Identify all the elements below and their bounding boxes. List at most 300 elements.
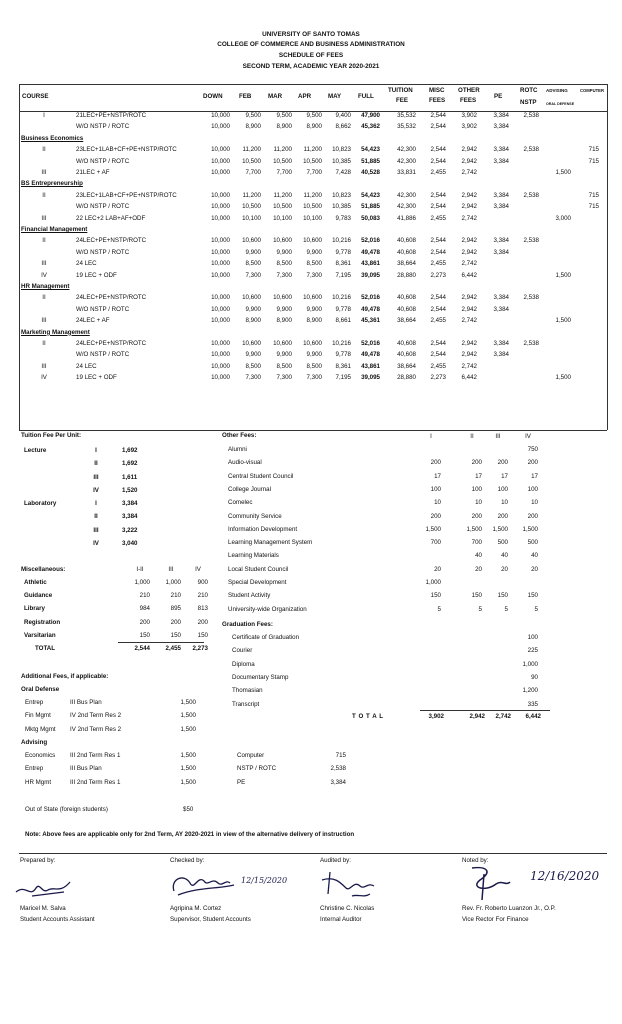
other-fee-value: 200: [471, 512, 482, 520]
row-mar: 11,200: [273, 191, 292, 199]
row-feb: 9,900: [245, 248, 261, 256]
row-feb: 11,200: [242, 146, 261, 154]
other-fee-value: 20: [531, 565, 538, 573]
graduation-fee-label: Transcript: [232, 700, 260, 708]
col-feb: FEB: [239, 93, 252, 100]
row-may: 8,361: [335, 260, 351, 268]
col-misc-fees: FEES: [429, 97, 446, 104]
row-misc: 2,544: [430, 305, 446, 313]
row-may: 8,662: [335, 123, 351, 131]
row-mar: 11,200: [273, 146, 292, 154]
other-fee-value: 1,500: [522, 525, 538, 533]
col-advising: ADVISING: [546, 88, 568, 93]
other-total-rule: [420, 710, 550, 711]
row-other: 2,942: [461, 248, 477, 256]
row-feb: 8,900: [245, 123, 261, 131]
misc-label: Varsitarian: [24, 631, 56, 639]
misc-value: 813: [197, 605, 208, 613]
row-rotc: 2,538: [523, 112, 539, 119]
other-fee-value: 200: [430, 459, 441, 467]
row-misc: 2,273: [430, 374, 446, 382]
row-misc: 2,544: [430, 123, 446, 131]
col-tuition-fee: FEE: [396, 97, 409, 104]
row-tuition: 41,886: [397, 214, 416, 222]
row-other: 2,742: [461, 317, 477, 325]
note-text: Note: Above fees are applicable only for 2nd Term, AY 2020-2021 in view of the alternative delivery of instruction: [25, 831, 355, 838]
lecture-year: II: [94, 460, 98, 468]
row-other: 2,742: [461, 214, 477, 222]
row-feb: 8,900: [245, 317, 261, 325]
row-apr: 9,900: [306, 248, 322, 256]
row-may: 7,195: [335, 374, 351, 382]
misc-col-header: III: [168, 566, 174, 573]
row-adv: 1,500: [555, 317, 571, 325]
row-mar: 10,100: [273, 214, 292, 222]
row-full: 43,861: [361, 260, 380, 268]
row-pe: 3,384: [493, 248, 509, 256]
row-down: 10,000: [211, 157, 230, 165]
col-course: COURSE: [22, 93, 49, 100]
row-full: 52,016: [361, 237, 380, 245]
schedule-title: SCHEDULE OF FEES: [278, 52, 344, 59]
row-apr: 10,500: [303, 203, 322, 211]
other-fee-label: Student Activity: [228, 592, 271, 600]
college-name: COLLEGE OF COMMERCE AND BUSINESS ADMINISTRATION: [217, 41, 405, 48]
row-pe: 3,384: [493, 305, 509, 313]
lab-amount: 3,384: [122, 500, 138, 507]
row-full: 45,362: [361, 123, 380, 131]
col-mar: MAR: [268, 93, 283, 100]
row-misc: 2,544: [430, 340, 446, 347]
signature-luanzon: [462, 862, 522, 904]
row-misc: 2,544: [430, 112, 446, 119]
row-may: 10,385: [332, 157, 351, 165]
other-total-value: 3,902: [428, 713, 444, 720]
row-misc: 2,455: [430, 317, 446, 325]
row-apr: 7,700: [306, 169, 322, 176]
row-apr: 10,600: [303, 237, 322, 245]
signatory-title-salva: Student Accounts Assistant: [20, 916, 95, 923]
other-fee-label: Central Student Council: [228, 472, 294, 480]
table-border-left: [19, 84, 20, 430]
row-mar: 8,500: [276, 260, 292, 268]
row-year: III: [41, 260, 47, 268]
row-comp: 715: [588, 157, 599, 165]
row-down: 10,000: [211, 294, 230, 302]
row-mar: 8,500: [276, 362, 292, 370]
row-apr: 8,900: [306, 123, 322, 131]
row-misc: 2,544: [430, 294, 446, 302]
other-fee-value: 5: [478, 605, 482, 613]
date-luanzon: 12/16/2020: [530, 869, 600, 883]
section-heading: Financial Management: [21, 226, 88, 233]
other-fee-value: 10: [531, 499, 538, 507]
row-other: 2,742: [461, 260, 477, 268]
row-tuition: 38,664: [397, 260, 416, 268]
misc-label: Library: [24, 605, 45, 613]
row-feb: 10,100: [242, 214, 261, 222]
lecture-amount: 1,611: [122, 473, 138, 481]
graduation-fee-value: 100: [527, 634, 538, 641]
row-other: 3,902: [461, 123, 477, 131]
oral-amount: 1,500: [180, 699, 196, 706]
row-full: 40,528: [361, 169, 380, 176]
row-other: 3,902: [461, 112, 477, 119]
row-year: III: [41, 317, 47, 325]
other-col-header: IV: [525, 433, 531, 440]
row-comp: 715: [588, 146, 599, 154]
row-pe: 3,384: [493, 237, 509, 245]
row-rotc: 2,538: [523, 146, 539, 154]
graduation-fee-label: Certificate of Graduation: [232, 634, 300, 641]
other-fee-value: 1,500: [466, 525, 482, 533]
row-feb: 9,500: [245, 112, 261, 119]
other-fee-value: 1,000: [425, 579, 441, 586]
row-apr: 10,100: [303, 214, 322, 222]
row-apr: 10,500: [303, 157, 322, 165]
row-tuition: 40,608: [397, 237, 416, 245]
row-full: 51,885: [361, 203, 380, 211]
other-total-value: 2,742: [495, 713, 511, 720]
advising-desc: III Bus Plan: [70, 765, 102, 773]
row-full: 47,900: [361, 112, 380, 119]
row-may: 10,216: [332, 237, 351, 245]
row-may: 9,783: [335, 214, 351, 222]
col-pe: PE: [494, 93, 503, 100]
row-down: 10,000: [211, 146, 230, 154]
other-fee-value: 700: [471, 539, 482, 547]
side-fee-value: 2,538: [330, 765, 346, 773]
other-fee-value: 200: [497, 512, 508, 520]
row-year: III: [41, 169, 47, 176]
graduation-fee-value: 1,200: [522, 687, 538, 695]
row-feb: 9,900: [245, 351, 261, 359]
misc-value: 150: [170, 631, 181, 639]
row-may: 10,216: [332, 294, 351, 302]
signature-divider: [19, 853, 607, 854]
row-tuition: 40,608: [397, 340, 416, 347]
tuition-per-unit-title: Tuition Fee Per Unit:: [21, 432, 82, 439]
advising-desc: III 2nd Term Res 1: [70, 752, 121, 759]
out-of-state-amount: $50: [183, 806, 194, 813]
row-full: 52,016: [361, 294, 380, 302]
row-misc: 2,544: [430, 351, 446, 359]
row-year: IV: [41, 374, 47, 382]
row-tuition: 42,300: [397, 191, 416, 199]
col-full: FULL: [358, 93, 374, 100]
row-mar: 9,500: [276, 112, 292, 119]
other-fee-value: 100: [527, 485, 538, 493]
row-adv: 1,500: [555, 271, 571, 279]
graduation-fee-value: 1,000: [522, 660, 538, 668]
lecture-amount: 1,520: [122, 486, 138, 494]
row-may: 10,385: [332, 203, 351, 211]
advising-course: Entrep: [25, 765, 44, 773]
row-misc: 2,455: [430, 260, 446, 268]
row-description: 23LEC+1LAB+CF+PE+NSTP/ROTC: [76, 146, 177, 154]
other-fee-value: 17: [475, 472, 482, 480]
other-fee-value: 750: [527, 446, 538, 453]
row-down: 10,000: [211, 305, 230, 313]
row-may: 8,361: [335, 362, 351, 370]
misc-col-header: IV: [195, 566, 201, 573]
row-apr: 11,200: [303, 191, 322, 199]
graduation-fee-label: Courier: [232, 647, 253, 655]
row-feb: 10,600: [242, 237, 261, 245]
row-description: 21LEC+PE+NSTP/ROTC: [76, 112, 147, 119]
signatory-name-cortez: Agripina M. Cortez: [170, 905, 222, 912]
misc-label: Athletic: [24, 579, 47, 586]
other-fee-value: 500: [497, 539, 508, 547]
other-col-header: III: [495, 433, 501, 440]
row-full: 49,478: [361, 248, 380, 256]
row-may: 7,428: [335, 169, 351, 176]
row-down: 10,000: [211, 214, 230, 222]
row-may: 7,195: [335, 271, 351, 279]
row-mar: 7,300: [276, 374, 292, 382]
misc-value: 1,000: [165, 579, 181, 586]
row-tuition: 35,532: [397, 112, 416, 119]
graduation-fee-value: 90: [531, 673, 538, 681]
advising-course: HR Mgmt: [25, 778, 52, 786]
row-misc: 2,544: [430, 157, 446, 165]
row-tuition: 28,880: [397, 271, 416, 279]
row-down: 10,000: [211, 248, 230, 256]
col-misc: MISC: [429, 87, 445, 94]
other-fee-label: Learning Management System: [228, 539, 313, 547]
row-may: 10,216: [332, 340, 351, 347]
other-fee-label: Audio-visual: [228, 459, 262, 467]
lab-year: I: [95, 500, 97, 507]
row-full: 54,423: [361, 191, 380, 199]
signatory-name-nicolas: Christine C. Nicolas: [320, 905, 375, 912]
row-misc: 2,544: [430, 146, 446, 154]
graduation-fee-label: Diploma: [232, 660, 255, 668]
row-apr: 10,600: [303, 294, 322, 302]
other-fee-value: 17: [434, 472, 441, 480]
row-apr: 10,600: [303, 340, 322, 347]
lab-amount: 3,222: [122, 526, 138, 534]
row-may: 9,400: [335, 112, 351, 119]
row-feb: 7,300: [245, 271, 261, 279]
other-fee-value: 40: [531, 552, 538, 560]
row-may: 8,661: [335, 317, 351, 325]
row-full: 45,361: [361, 317, 380, 325]
lab-year: IV: [93, 539, 99, 547]
misc-total-label: TOTAL: [35, 645, 56, 652]
row-description: 19 LEC + ODF: [76, 374, 117, 382]
row-mar: 10,500: [273, 203, 292, 211]
misc-value: 210: [197, 592, 208, 600]
laboratory-label: Laboratory: [24, 500, 57, 507]
row-other: 6,442: [461, 271, 477, 279]
col-computer: COMPUTER: [580, 88, 604, 93]
col-rotc: ROTC: [520, 87, 538, 94]
row-apr: 9,900: [306, 351, 322, 359]
misc-value: 200: [170, 618, 181, 626]
table-border-bottom: [19, 430, 607, 431]
row-down: 10,000: [211, 191, 230, 199]
col-oral-defense: ORAL DEFENSE: [546, 102, 575, 106]
row-year: II: [42, 191, 46, 199]
other-fee-value: 500: [527, 539, 538, 547]
row-other: 2,742: [461, 169, 477, 176]
row-rotc: 2,538: [523, 191, 539, 199]
row-down: 10,000: [211, 271, 230, 279]
other-fee-value: 17: [501, 472, 508, 480]
row-down: 10,000: [211, 351, 230, 359]
other-fee-label: Comelec: [228, 499, 253, 507]
checked-by-label: Checked by:: [170, 857, 205, 864]
row-may: 9,778: [335, 248, 351, 256]
row-feb: 7,300: [245, 374, 261, 382]
lecture-amount: 1,692: [122, 460, 138, 468]
other-fee-value: 40: [475, 552, 482, 560]
row-misc: 2,455: [430, 169, 446, 176]
row-mar: 9,900: [276, 248, 292, 256]
row-description: 24LEC+PE+NSTP/ROTC: [76, 294, 147, 302]
signature-cortez: [168, 865, 248, 903]
misc-value: 210: [139, 592, 150, 600]
other-fee-value: 10: [434, 499, 441, 507]
signatory-title-nicolas: Internal Auditor: [320, 916, 362, 923]
side-fee-label: NSTP / ROTC: [237, 765, 277, 773]
row-other: 2,942: [461, 203, 477, 211]
other-fees-title: Other Fees:: [222, 432, 257, 439]
other-fee-label: Information Development: [228, 525, 298, 533]
other-fee-label: Learning Materials: [228, 552, 279, 560]
other-total-label: T O T A L: [352, 713, 384, 720]
row-year: IV: [41, 271, 47, 279]
row-other: 6,442: [461, 374, 477, 382]
row-misc: 2,455: [430, 214, 446, 222]
other-col-header: I: [430, 433, 432, 440]
row-apr: 8,900: [306, 317, 322, 325]
row-description: W/O NSTP / ROTC: [76, 248, 130, 256]
row-mar: 9,900: [276, 351, 292, 359]
row-mar: 10,600: [273, 237, 292, 245]
section-heading: HR Management: [21, 283, 70, 290]
oral-amount: 1,500: [180, 725, 196, 733]
row-description: W/O NSTP / ROTC: [76, 203, 130, 211]
side-fee-label: Computer: [237, 752, 265, 759]
misc-value: 200: [197, 618, 208, 626]
row-tuition: 42,300: [397, 157, 416, 165]
col-other-fees: FEES: [460, 97, 477, 104]
row-may: 10,823: [332, 146, 351, 154]
row-year: III: [41, 362, 47, 370]
row-mar: 7,300: [276, 271, 292, 279]
row-description: W/O NSTP / ROTC: [76, 123, 130, 131]
other-fee-label: University-wide Organization: [228, 605, 307, 613]
col-tuition: TUITION: [388, 87, 413, 94]
row-feb: 8,500: [245, 362, 261, 370]
row-feb: 7,700: [245, 169, 261, 176]
row-year: II: [42, 294, 46, 302]
misc-value: 150: [197, 631, 208, 639]
misc-total-rule: [118, 642, 204, 643]
row-apr: 7,300: [306, 374, 322, 382]
row-other: 2,942: [461, 294, 477, 302]
term-title: SECOND TERM, ACADEMIC YEAR 2020-2021: [242, 63, 380, 70]
other-fee-value: 700: [430, 539, 441, 547]
other-fee-value: 200: [527, 512, 538, 520]
row-misc: 2,455: [430, 362, 446, 370]
row-apr: 7,300: [306, 271, 322, 279]
oral-desc: III Bus Plan: [70, 699, 102, 706]
misc-value: 900: [197, 579, 208, 586]
row-description: 19 LEC + ODF: [76, 271, 117, 279]
other-total-value: 6,442: [525, 713, 541, 720]
row-mar: 10,600: [273, 340, 292, 347]
row-pe: 3,384: [493, 146, 509, 154]
row-apr: 8,500: [306, 260, 322, 268]
other-fee-value: 5: [504, 605, 508, 613]
other-total-value: 2,942: [469, 713, 485, 720]
other-fee-value: 150: [430, 592, 441, 600]
signatory-name-salva: Maricel M. Salva: [20, 905, 66, 912]
other-fee-value: 200: [471, 459, 482, 467]
other-fee-label: Community Service: [228, 512, 282, 520]
other-fee-value: 20: [475, 565, 482, 573]
row-description: 24 LEC: [76, 362, 97, 370]
other-fee-value: 10: [475, 499, 482, 507]
row-down: 10,000: [211, 362, 230, 370]
row-adv: 1,500: [555, 374, 571, 382]
row-other: 2,742: [461, 362, 477, 370]
other-fee-value: 5: [437, 605, 441, 613]
graduation-fee-value: 335: [527, 700, 538, 708]
oral-course: Fin Mgmt: [25, 712, 51, 720]
other-col-header: II: [470, 433, 474, 440]
row-apr: 9,500: [306, 112, 322, 119]
row-rotc: 2,538: [523, 340, 539, 347]
row-description: 24LEC+PE+NSTP/ROTC: [76, 237, 147, 245]
other-fee-value: 150: [527, 592, 538, 600]
row-tuition: 35,532: [397, 123, 416, 131]
oral-course: Mktg Mgmt: [25, 725, 56, 733]
row-description: W/O NSTP / ROTC: [76, 305, 130, 313]
row-mar: 7,700: [276, 169, 292, 176]
row-may: 9,778: [335, 351, 351, 359]
signatory-name-luanzon: Rev. Fr. Roberto Luanzon Jr., O.P.: [462, 905, 556, 912]
row-tuition: 40,608: [397, 248, 416, 256]
other-fee-label: Local Student Council: [228, 565, 289, 573]
noted-by-label: Noted by:: [462, 857, 489, 864]
row-other: 2,942: [461, 157, 477, 165]
row-rotc: 2,538: [523, 294, 539, 302]
other-fee-value: 1,500: [492, 525, 508, 533]
other-fee-value: 40: [501, 552, 508, 560]
row-may: 9,778: [335, 305, 351, 313]
row-apr: 9,900: [306, 305, 322, 313]
row-full: 39,095: [361, 271, 380, 279]
other-fee-label: Alumni: [228, 446, 247, 453]
lecture-year: III: [93, 473, 99, 481]
lab-amount: 3,384: [122, 513, 138, 521]
oral-amount: 1,500: [180, 712, 196, 720]
row-mar: 10,600: [273, 294, 292, 302]
row-down: 10,000: [211, 317, 230, 325]
row-feb: 8,500: [245, 260, 261, 268]
row-pe: 3,384: [493, 123, 509, 131]
row-year: II: [42, 237, 46, 245]
row-year: I: [43, 112, 45, 119]
other-fee-label: College Journal: [228, 485, 271, 493]
row-full: 51,885: [361, 157, 380, 165]
row-misc: 2,544: [430, 237, 446, 245]
date-cortez: 12/15/2020: [241, 876, 288, 885]
